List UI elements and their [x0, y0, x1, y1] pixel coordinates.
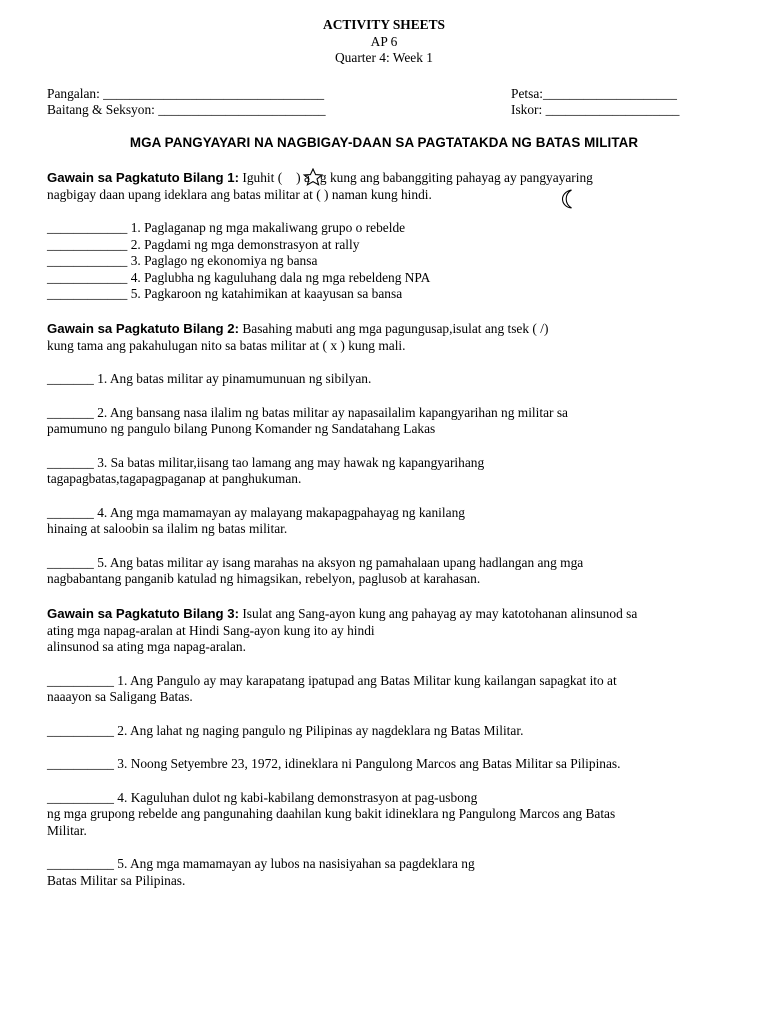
list-item: __________ 5. Ang mga mamamayan ay lubos na nasisiyahan sa pagdeklara ng [47, 856, 475, 871]
list-item-cont: ng mga grupong rebelde ang pangunahing daahilan kung bakit idineklara ng Pangulong Marcos ang Batas [47, 806, 616, 821]
gawain-3-instruction-3: alinsunod sa ating mga napag-aralan. [47, 639, 246, 654]
pangalan-field[interactable]: Pangalan: _________________________________ [47, 86, 325, 101]
list-item: _______ 5. Ang batas militar ay isang marahas na aksyon ng pamahalaan upang hadlangan ang mga [47, 554, 584, 570]
gawain-1 [47, 168, 727, 303]
gawain-1-instruction-2: nagbigay daan upang ideklara ang batas militar at ( ) naman kung hindi. [47, 186, 432, 202]
gawain-2-instruction: Gawain sa Pagkatuto Bilang 2: Basahing mabuti ang mga pagungusap,isulat ang tsek ( /) [47, 321, 549, 336]
gawain-2-instruction-2: kung tama ang pakahulugan nito sa batas militar at ( x ) kung mali. [47, 337, 406, 353]
list-item: _______ 2. Ang bansang nasa ilalim ng batas militar ay napasailalim kapangyarihan ng militar sa [47, 404, 568, 420]
list-item-cont: pamumuno ng pangulo bilang Punong Komander ng Sandatahang Lakas [47, 421, 436, 436]
gawain-3-instruction: Gawain sa Pagkatuto Bilang 3: Isulat ang Sang-ayon kung ang pahayag ay may katotohanan alinsunod sa [47, 606, 638, 621]
header [0, 17, 768, 67]
gawain-3 [47, 606, 727, 889]
list-item-cont: Militar. [47, 822, 87, 838]
gawain-2 [47, 321, 727, 588]
list-item-cont: Batas Militar sa Pilipinas. [47, 872, 186, 888]
iskor-field[interactable]: Iskor: ____________________ [511, 102, 680, 117]
list-item: __________ 3. Noong Setyembre 23, 1972, idineklara ni Pangulong Marcos ang Batas Militar sa Pilipinas. [47, 756, 621, 771]
list-item: ____________ 4. Paglubha ng kaguluhang dala ng mga rebeldeng NPA [47, 269, 431, 285]
petsa-field[interactable]: Petsa:____________________ [511, 86, 677, 101]
list-item: __________ 4. Kaguluhan dulot ng kabi-kabilang demonstrasyon at pag-usbong [47, 789, 478, 805]
main-title: MGA PANGYAYARI NA NAGBIGAY-DAAN SA PAGTATAKDA NG BATAS MILITAR [129, 135, 639, 150]
list-item: _______ 3. Sa batas militar,iisang tao lamang ang may hawak ng kapangyarihang [47, 454, 485, 470]
list-item: ____________ 5. Pagkaroon ng katahimikan at kaayusan sa bansa [47, 286, 403, 301]
list-item-cont: tagapagbatas,tagapagpaganap at panghukuman. [47, 471, 302, 486]
gawain-3-instruction-2: ating mga napag-aralan at Hindi Sang-ayon kung ito ay hindi [47, 622, 375, 638]
sheet-title: ACTIVITY SHEETS [323, 17, 445, 32]
gawain-1-heading: Gawain sa Pagkatuto Bilang 1: [47, 170, 239, 185]
list-item: __________ 2. Ang lahat ng naging pangulo ng Pilipinas ay nagdeklara ng Batas Militar. [47, 722, 524, 738]
list-item: _______ 1. Ang batas militar ay pinamumunuan ng sibilyan. [47, 371, 372, 386]
gawain-2-heading: Gawain sa Pagkatuto Bilang 2: [47, 321, 239, 336]
list-item-cont: naaayon sa Saligang Batas. [47, 689, 193, 704]
gawain-1-instruction: Gawain sa Pagkatuto Bilang 1: Iguhit ( ) a g kung ang babanggiting pahayag ay pangyayaring [47, 170, 593, 185]
list-item: ____________ 2. Pagdami ng mga demonstrasyon at rally [47, 236, 360, 252]
list-item: __________ 1. Ang Pangulo ay may karapatang ipatupad ang Batas Militar kung kailangan sapagkat ito at [47, 672, 617, 688]
list-item-cont: hinaing at saloobin sa ilalim ng batas militar. [47, 521, 288, 536]
gawain-3-heading: Gawain sa Pagkatuto Bilang 3: [47, 606, 239, 621]
crescent-moon-icon [559, 188, 577, 210]
list-item: ____________ 1. Paglaganap ng mga makaliwang grupo o rebelde [47, 220, 406, 235]
list-item-cont: nagbabantang panganib katulad ng himagsikan, rebelyon, paglusob at karahasan. [47, 571, 481, 586]
subject: AP 6 [370, 33, 398, 49]
list-item: ____________ 3. Paglago ng ekonomiya ng bansa [47, 253, 318, 268]
list-item: _______ 4. Ang mga mamamayan ay malayang makapagpahayag ng kanilang [47, 504, 465, 520]
baitang-field[interactable]: Baitang & Seksyon: _________________________ [47, 102, 326, 117]
quarter-week: Quarter 4: Week 1 [335, 50, 433, 65]
